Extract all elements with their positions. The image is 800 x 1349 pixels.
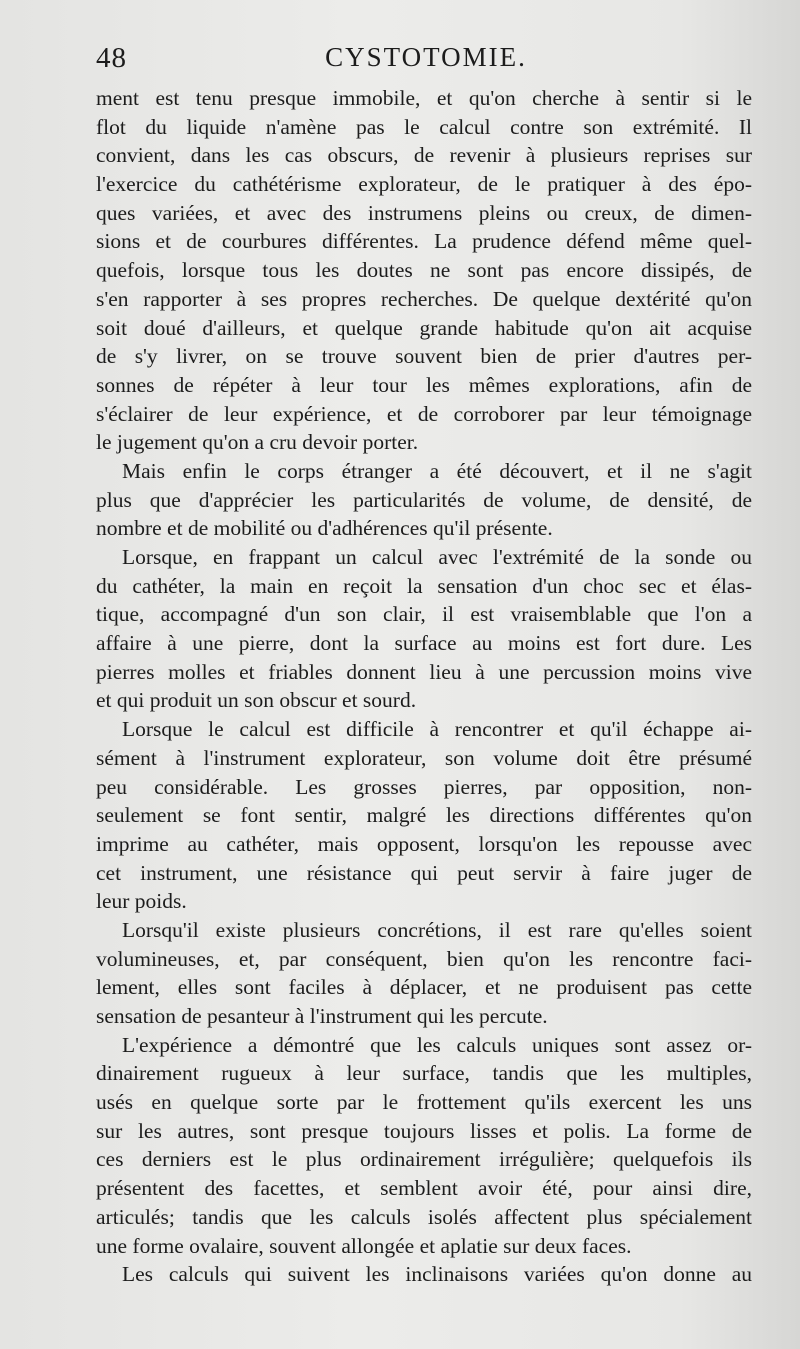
text-line: sonnes de répéter à leur tour les mêmes explorations, afin de: [96, 372, 752, 397]
text-line: peu considérable. Les grosses pierres, par opposition, non-: [96, 774, 752, 799]
text-line: s'en rapporter à ses propres recherches. De quelque dextérité qu'on: [96, 286, 752, 311]
text-line: sensation de pesanteur à l'instrument qui les percute.: [96, 1004, 548, 1028]
text-line: usés en quelque sorte par le frottement qu'ils exercent les uns: [96, 1090, 752, 1115]
text-line: de s'y livrer, on se trouve souvent bien de prier d'autres per-: [96, 344, 752, 369]
text-line: nombre et de mobilité ou d'adhérences qu'il présente.: [96, 516, 553, 541]
text-line: leur poids.: [96, 889, 187, 914]
text-line: et qui produit un son obscur et sourd.: [96, 688, 417, 713]
text-line: imprime au cathéter, mais opposent, lorsqu'on les repousse avec: [96, 831, 752, 856]
text-line: ques variées, et avec des instrumens pleins ou creux, de dimen-: [96, 200, 752, 225]
text-line: Lorsqu'il existe plusieurs concrétions, il est rare qu'elles soient: [122, 917, 752, 942]
text-line: du cathéter, la main en reçoit la sensation d'un choc sec et élas-: [96, 573, 752, 598]
text-line: seulement se font sentir, malgré les directions différentes qu'on: [96, 803, 752, 828]
running-title: CYSTOTOMIE.: [325, 42, 527, 72]
text-line: quefois, lorsque tous les doutes ne sont pas encore dissipés, de: [96, 258, 752, 283]
text-line: sément à l'instrument explorateur, son volume doit être présumé: [96, 745, 752, 770]
text-line: Les calculs qui suivent les inclinaisons variées qu'on donne au: [122, 1262, 752, 1287]
text-line: plus que d'apprécier les particularités de volume, de densité, de: [96, 487, 752, 512]
text-line: articulés; tandis que les calculs isolés affectent plus spécialement: [96, 1204, 752, 1229]
text-line: sur les autres, sont presque toujours lisses et polis. La forme de: [96, 1118, 752, 1143]
page-number: 48: [96, 42, 127, 74]
text-line: Mais enfin le corps étranger a été découvert, et il ne s'agit: [122, 458, 752, 483]
text-line: l'exercice du cathétérisme explorateur, de le pratiquer à des épo-: [96, 172, 752, 197]
text-line: convient, dans les cas obscurs, de revenir à plusieurs reprises sur: [96, 143, 752, 168]
text-line: volumineuses, et, par conséquent, bien qu'on les rencontre faci-: [96, 946, 752, 971]
text-line: sions et de courbures différentes. La prudence défend même quel-: [96, 229, 752, 254]
text-line: cet instrument, une résistance qui peut servir à faire juger de: [96, 860, 752, 885]
text-line: s'éclairer de leur expérience, et de corroborer par leur témoignage: [96, 401, 752, 426]
text-line: Lorsque, en frappant un calcul avec l'extrémité de la sonde ou: [122, 545, 752, 569]
text-line: dinairement rugueux à leur surface, tandis que les multiples,: [96, 1061, 752, 1086]
page-header: [96, 42, 756, 82]
text-line: présentent des facettes, et semblent avoir été, pour ainsi dire,: [96, 1176, 752, 1201]
text-line: tique, accompagné d'un son clair, il est vraisemblable que l'on a: [96, 602, 752, 627]
text-line: soit doué d'ailleurs, et quelque grande habitude qu'on ait acquise: [96, 315, 752, 340]
text-line: affaire à une pierre, dont la surface au moins est fort dure. Les: [96, 631, 752, 656]
text-line: L'expérience a démontré que les calculs uniques sont assez or-: [122, 1032, 752, 1057]
text-line: pierres molles et friables donnent lieu à une percussion moins vive: [96, 659, 752, 684]
body-text: [96, 84, 752, 1289]
text-line: ment est tenu presque immobile, et qu'on cherche à sentir si le: [96, 86, 752, 110]
text-line: ces derniers est le plus ordinairement irrégulière; quelquefois ils: [96, 1147, 752, 1172]
text-line: une forme ovalaire, souvent allongée et aplatie sur deux faces.: [96, 1233, 632, 1258]
text-line: Lorsque le calcul est difficile à rencontrer et qu'il échappe ai-: [122, 717, 752, 742]
text-line: lement, elles sont faciles à déplacer, et ne produisent pas cette: [96, 975, 752, 1000]
text-line: le jugement qu'on a cru devoir porter.: [96, 430, 419, 455]
text-line: flot du liquide n'amène pas le calcul contre son extrémité. Il: [96, 114, 752, 139]
